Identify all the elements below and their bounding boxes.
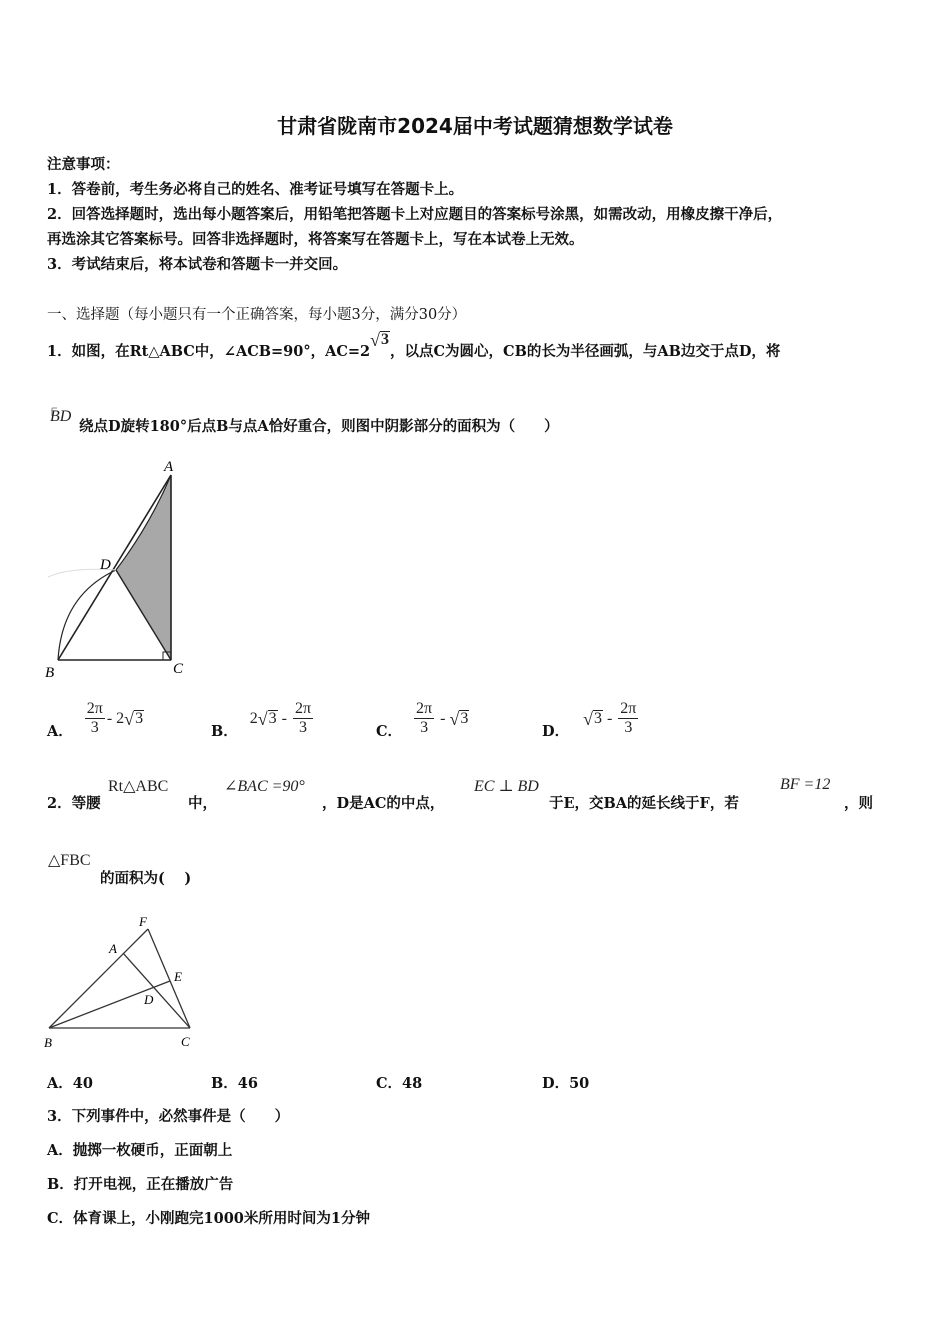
q2-segment-ac [123, 953, 190, 1028]
option-term: - 2 [106, 709, 125, 727]
q1-arc-label: BD [50, 408, 72, 425]
q2-segment-bf [49, 929, 148, 1028]
q2-label-f: F [139, 914, 147, 929]
q2-label-a: A [109, 941, 117, 956]
q1-label-c: C [173, 661, 184, 677]
q2-text: ，D是AC的中点， [322, 795, 445, 812]
q2-option-c[interactable]: C．48 [376, 1075, 423, 1092]
notice-item: 1．答卷前，考生务必将自己的姓名、准考证号填写在答题卡上。 [47, 181, 464, 198]
fraction-numerator: 2π [416, 700, 433, 717]
option-term: 2 [249, 709, 258, 727]
sqrt-term: √ 3 [257, 708, 277, 729]
q2-figure [40, 910, 210, 1055]
q1-figure [40, 455, 200, 685]
q1-label-a: A [164, 459, 174, 475]
q2-label-c: C [181, 1034, 190, 1049]
q3-option-a[interactable]: A．抛掷一枚硬币，正面朝上 [47, 1142, 233, 1159]
q3-option-b[interactable]: B．打开电视，正在播放广告 [47, 1176, 234, 1193]
q1-shaded-region [116, 475, 171, 660]
q2-label-d: D [144, 992, 154, 1007]
q1-option-c[interactable] [376, 696, 469, 741]
sqrt-term: √ 3 [124, 708, 144, 729]
q2-option-a[interactable]: A．40 [47, 1075, 93, 1092]
sqrt-term: √ 3 [583, 708, 602, 729]
q2-math-length: BF =12 [780, 776, 831, 793]
q1-stem-line2: 绕点D旋转180°后点B与点A恰好重合，则图中阴影部分的面积为（ ） [79, 418, 559, 435]
sqrt-arg: 3 [135, 709, 144, 727]
sqrt-arg: 3 [593, 709, 602, 727]
q2-prefix: 2．等腰 [47, 795, 101, 812]
q1-stem-part-b: ，以点C为圆心，CB的长为半径画弧，与AB边交于点D，将 [390, 343, 781, 360]
option-label: A． [47, 723, 73, 740]
q2-math-angle: ∠BAC =90° [224, 778, 305, 795]
fraction-numerator: 2π [620, 700, 637, 717]
fraction-denominator: 3 [420, 719, 429, 736]
q1-option-b[interactable] [211, 696, 315, 741]
page-title: 甘肃省陇南市2024届中考试题猜想数学试卷 [277, 114, 673, 138]
fraction-denominator: 3 [624, 719, 633, 736]
option-label: C． [376, 723, 403, 740]
q3-option-c[interactable]: C．体育课上，小刚跑完1000米所用时间为1分钟 [47, 1210, 370, 1227]
q1-stem-part-a: 1．如图，在Rt△ABC中，∠ACB=90°，AC=2 [47, 343, 371, 360]
q1-sqrt: √ 3 [370, 330, 389, 350]
q1-label-b: B [45, 665, 55, 681]
notice-item: 再选涂其它答案标号。回答非选择题时，将答案写在答题卡上，写在本试卷上无效。 [47, 231, 584, 248]
q2-text: 于E，交BA的延长线于F，若 [549, 795, 739, 812]
q1-sqrt-arg: 3 [381, 331, 389, 348]
q2-label-b: B [44, 1035, 52, 1050]
q1-label-d: D [100, 557, 111, 573]
notice-heading: 注意事项： [47, 156, 120, 173]
q2-text: ，则 [844, 795, 873, 812]
fraction-numerator: 2π [86, 700, 103, 717]
sqrt-arg: 3 [268, 709, 277, 727]
fraction-denominator: 3 [299, 719, 308, 736]
section-heading: 一、选择题（每小题只有一个正确答案，每小题3分，满分30分） [47, 307, 467, 323]
q1-option-a[interactable] [47, 696, 144, 741]
q2-math-triangle: Rt△ABC [108, 778, 169, 795]
fraction-numerator: 2π [294, 700, 312, 717]
option-term: - [436, 709, 450, 727]
q2-stem-line2: 的面积为( ) [100, 870, 192, 887]
q2-math-fbc: △FBC [48, 852, 91, 869]
q2-label-e: E [174, 969, 182, 984]
notice-item: 3．考试结束后，将本试卷和答题卡一并交回。 [47, 256, 348, 273]
notice-item: 2．回答选择题时，选出每小题答案后，用铅笔把答题卡上对应题目的答案标号涂黑，如需改动，用橡皮擦干净后， [47, 206, 783, 223]
q1-stem-line1 [47, 330, 781, 361]
q3-stem: 3．下列事件中，必然事件是（ ） [47, 1108, 290, 1125]
q2-option-d[interactable]: D．50 [542, 1075, 590, 1092]
q2-math-perp: EC ⊥ BD [474, 778, 539, 795]
q2-text: 中， [188, 795, 217, 812]
q1-option-d[interactable] [542, 696, 640, 741]
option-label: D． [542, 723, 570, 740]
option-label: B． [211, 723, 238, 740]
sqrt-term: √ 3 [449, 708, 469, 729]
option-term: - [602, 709, 617, 727]
option-term: - [277, 709, 291, 727]
q2-segment-fc [148, 929, 190, 1028]
q2-option-b[interactable]: B．46 [211, 1075, 258, 1092]
sqrt-arg: 3 [460, 709, 469, 727]
fraction-denominator: 3 [90, 719, 99, 736]
